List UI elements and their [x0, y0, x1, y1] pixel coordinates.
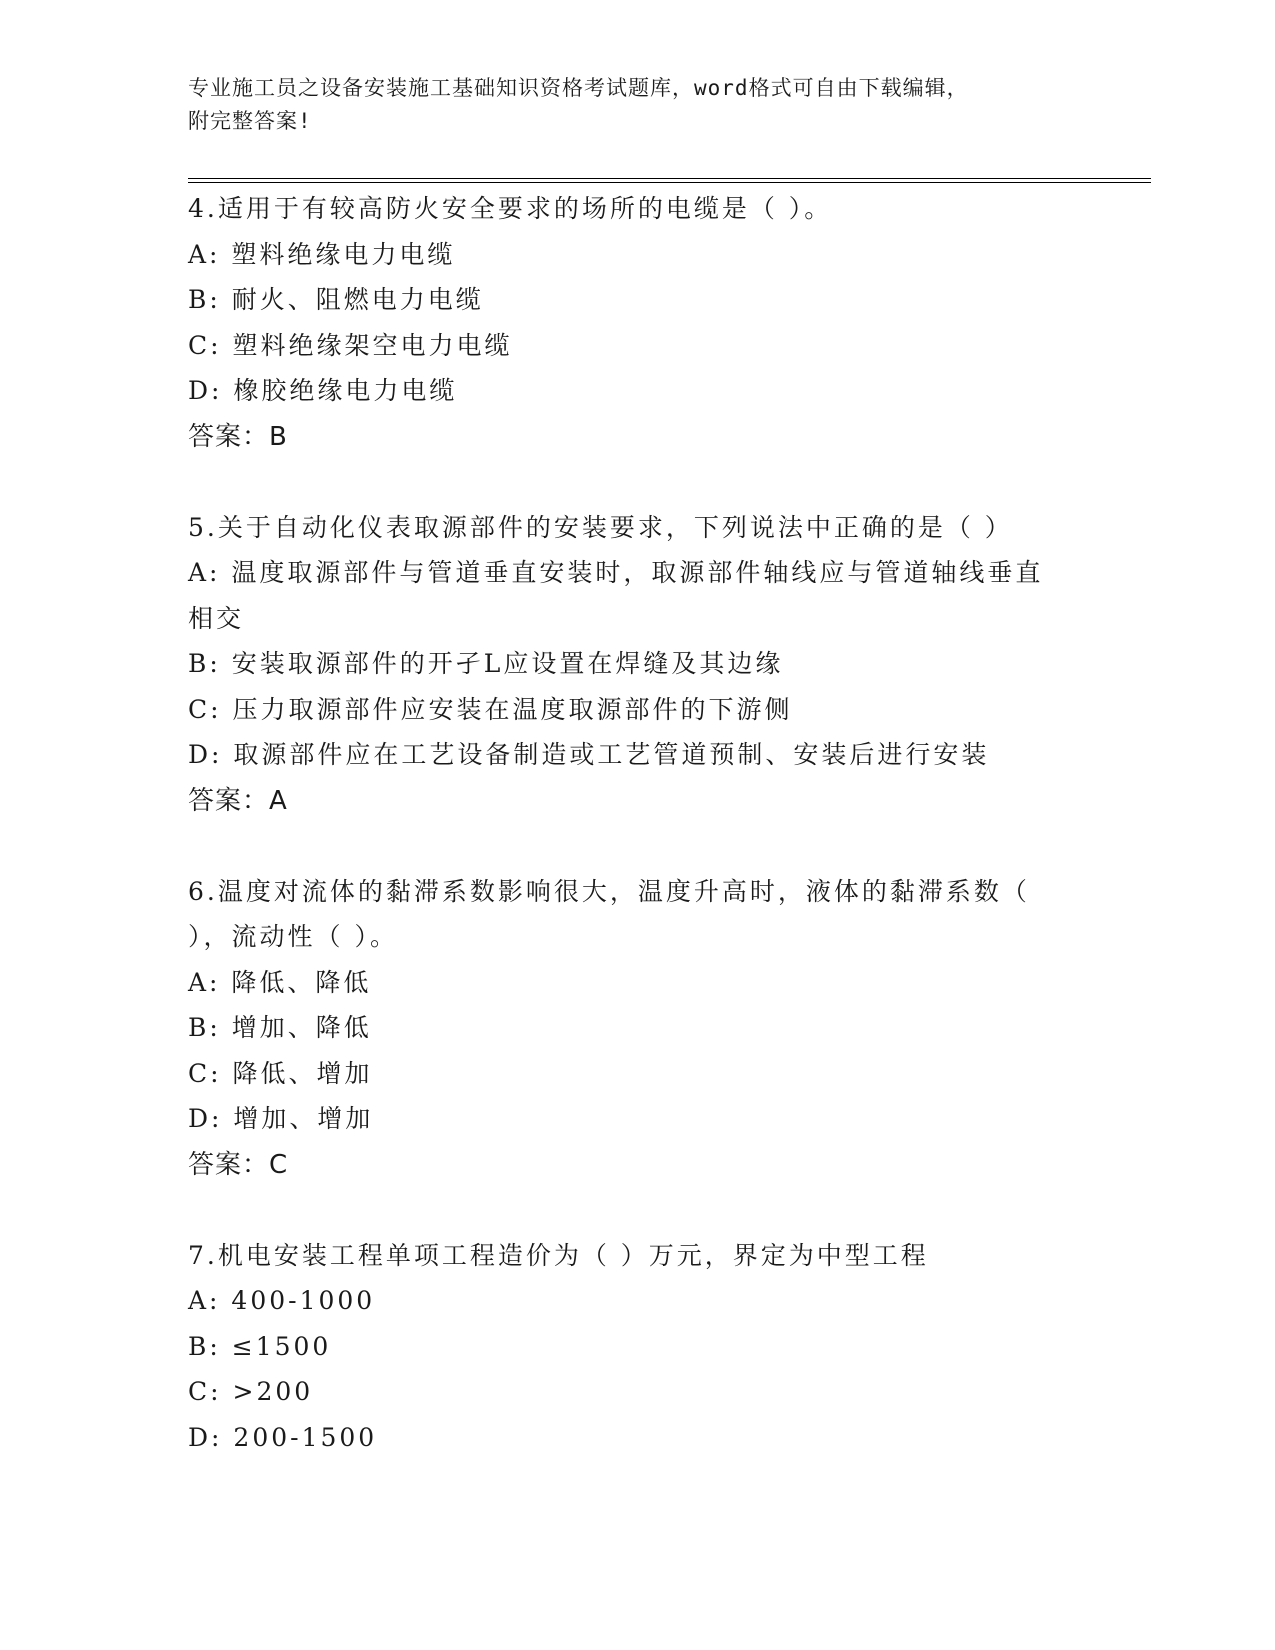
answer-key: 答案：A: [188, 785, 288, 816]
question-option: C: >200: [188, 1377, 314, 1406]
question-option: B: ≤1500: [188, 1331, 332, 1361]
question-stem: 5.关于自动化仪表取源部件的安装要求，下列说法中正确的是（ ）: [188, 512, 1013, 542]
question-block: [188, 505, 1088, 824]
question-option: B: 增加、降低: [188, 1013, 372, 1042]
question-option: A: 400-1000: [188, 1286, 376, 1315]
question-block: [188, 186, 1088, 460]
question-block: [188, 869, 1088, 1188]
question-option: C: 压力取源部件应安装在温度取源部件的下游侧: [188, 694, 793, 724]
question-stem: ），流动性（ ）。: [188, 922, 398, 951]
question-option: A: 塑料绝缘电力电缆: [188, 239, 456, 269]
question-list: [188, 186, 1088, 1505]
header-line-2: 附完整答案!: [188, 109, 312, 133]
question-option: D: 取源部件应在工艺设备制造或工艺管道预制、安装后进行安装: [188, 740, 990, 769]
answer-key: 答案：B: [188, 421, 288, 452]
question-option: B: 安装取源部件的开孑L应设置在焊缝及其边缘: [188, 649, 784, 678]
question-block: [188, 1233, 1088, 1461]
question-option: A: 温度取源部件与管道垂直安装时，取源部件轴线应与管道轴线垂直: [188, 558, 1044, 587]
question-stem: 4.适用于有较高防火安全要求的场所的电缆是（ ）。: [188, 194, 833, 223]
question-option: A: 降低、降低: [188, 967, 372, 997]
question-option: C: 塑料绝缘架空电力电缆: [188, 330, 513, 360]
question-option: D: 橡胶绝缘电力电缆: [188, 376, 458, 405]
document-header: [188, 72, 1088, 138]
header-divider-top: [188, 178, 1151, 179]
question-option: D: 增加、增加: [188, 1104, 374, 1133]
question-option: D: 200-1500: [188, 1422, 378, 1452]
header-line-1: 专业施工员之设备安装施工基础知识资格考试题库，word格式可自由下载编辑，: [188, 76, 969, 100]
question-option: B: 耐火、阻燃电力电缆: [188, 285, 484, 314]
question-option: 相交: [188, 603, 245, 633]
answer-key: 答案：C: [188, 1149, 289, 1180]
header-divider-bottom: [188, 182, 1151, 183]
question-stem: 7.机电安装工程单项工程造价为（ ）万元，界定为中型工程: [188, 1240, 929, 1270]
question-option: C: 降低、增加: [188, 1058, 373, 1088]
question-stem: 6.温度对流体的黏滞系数影响很大，温度升高时，液体的黏滞系数（: [188, 876, 1030, 906]
